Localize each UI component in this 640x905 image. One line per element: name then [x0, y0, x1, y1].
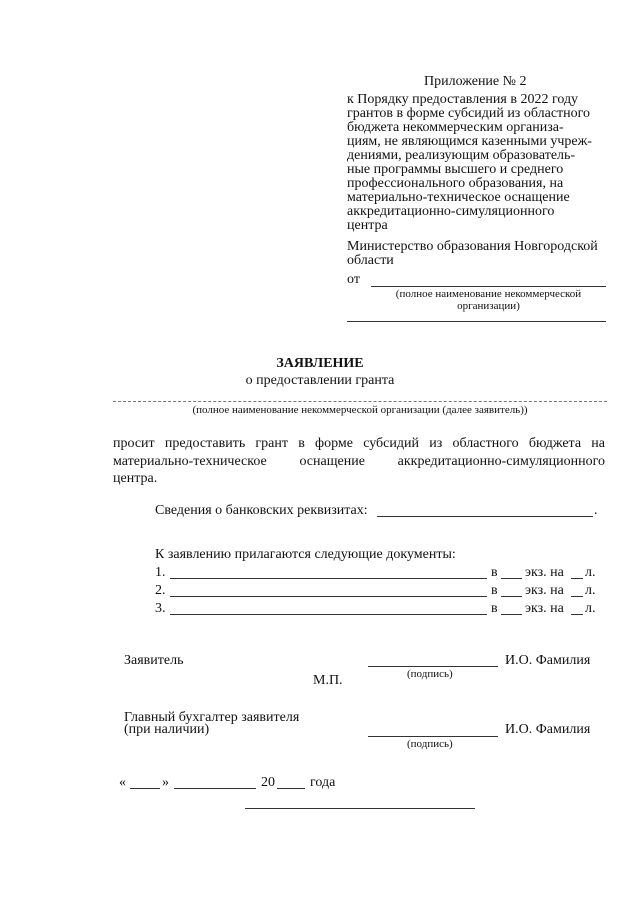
- document-in: в: [491, 583, 498, 598]
- from-underline: [371, 286, 606, 287]
- date-open-quote: «: [119, 775, 126, 790]
- document-sheets-label: л.: [585, 583, 596, 598]
- date-month-field[interactable]: [174, 788, 256, 789]
- documents-heading: К заявлению прилагаются следующие документы:: [155, 547, 456, 562]
- appendix-line: материально-техническое оснащение: [347, 190, 570, 205]
- organization-second-line: [347, 321, 606, 322]
- date-day-field[interactable]: [130, 788, 160, 789]
- appendix-number: Приложение № 2: [424, 74, 527, 89]
- from-hint-line2: организации): [457, 300, 520, 312]
- from-hint: [371, 288, 606, 312]
- accountant-signature-field[interactable]: [368, 736, 498, 737]
- applicant-name: И.О. Фамилия: [505, 653, 591, 668]
- applicant-name-line: [113, 401, 607, 402]
- applicant-signature-hint: (подпись): [407, 668, 453, 680]
- document-name-field[interactable]: [170, 578, 487, 579]
- document-number: 3.: [155, 601, 166, 616]
- date-year-suffix: года: [310, 775, 336, 790]
- body-line1: просит предоставить грант в форме субсидий из областного бюджета на: [113, 436, 605, 451]
- addressee-line2: области: [347, 253, 394, 268]
- document-name-field[interactable]: [170, 614, 487, 615]
- appendix-line: аккредитационно-симуляционного: [347, 204, 555, 219]
- appendix-line: ные программы высшего и среднего: [347, 162, 564, 177]
- applicant-label: Заявитель: [124, 653, 184, 668]
- bank-details-field[interactable]: [377, 516, 593, 517]
- body-line2: материально-техническое оснащение аккредитационно-симуляционного: [113, 454, 605, 469]
- appendix-text: [347, 93, 607, 233]
- bank-label: Сведения о банковских реквизитах:: [155, 503, 368, 518]
- accountant-signature-hint: (подпись): [407, 738, 453, 750]
- document-copies-label: экз. на: [525, 583, 564, 598]
- document-subtitle: о предоставлении гранта: [245, 373, 395, 388]
- document-sheets-label: л.: [585, 565, 596, 580]
- accountant-name: И.О. Фамилия: [505, 722, 591, 737]
- appendix-line: дениями, реализующим образователь-: [347, 148, 576, 163]
- appendix-line: к Порядку предоставления в 2022 году: [347, 92, 579, 107]
- document-sheets-label: л.: [585, 601, 596, 616]
- appendix-line: профессионального образования, на: [347, 176, 564, 191]
- appendix-line: грантов в форме субсидий из областного: [347, 106, 591, 121]
- document-sheets-field[interactable]: [571, 578, 583, 579]
- date-year-prefix: 20: [261, 775, 275, 790]
- bank-end-dot: .: [594, 503, 598, 518]
- document-in: в: [491, 565, 498, 580]
- document-copies-field[interactable]: [501, 614, 522, 615]
- appendix-line: циям, не являющимся казенными учреж-: [347, 134, 592, 149]
- appendix-line: бюджета некоммерческим организа-: [347, 120, 564, 135]
- accountant-label-line2: (при наличии): [124, 722, 210, 737]
- document-name-field[interactable]: [170, 596, 487, 597]
- date-close-quote: »: [162, 775, 169, 790]
- document-copies-label: экз. на: [525, 565, 564, 580]
- from-hint-line1: (полное наименование некоммерческой: [395, 288, 582, 300]
- addressee-line1: Министерство образования Новгородской: [347, 239, 598, 254]
- date-year-field[interactable]: [277, 788, 305, 789]
- document-copies-field[interactable]: [501, 578, 522, 579]
- bottom-line: [245, 808, 475, 809]
- body-line3: центра.: [113, 471, 158, 486]
- document-copies-label: экз. на: [525, 601, 564, 616]
- document-number: 1.: [155, 565, 166, 580]
- from-label: от: [347, 272, 360, 287]
- applicant-signature-field[interactable]: [368, 666, 498, 667]
- document-copies-field[interactable]: [501, 596, 522, 597]
- document-sheets-field[interactable]: [571, 596, 583, 597]
- document-in: в: [491, 601, 498, 616]
- applicant-hint: (полное наименование некоммерческой организации (далее заявитель)): [192, 404, 528, 416]
- appendix-line: центра: [347, 218, 388, 233]
- stamp-label: М.П.: [313, 673, 343, 688]
- document-title: ЗАЯВЛЕНИЕ: [276, 356, 364, 371]
- document-number: 2.: [155, 583, 166, 598]
- document-sheets-field[interactable]: [571, 614, 583, 615]
- accountant-label-line1: Главный бухгалтер заявителя: [124, 710, 300, 725]
